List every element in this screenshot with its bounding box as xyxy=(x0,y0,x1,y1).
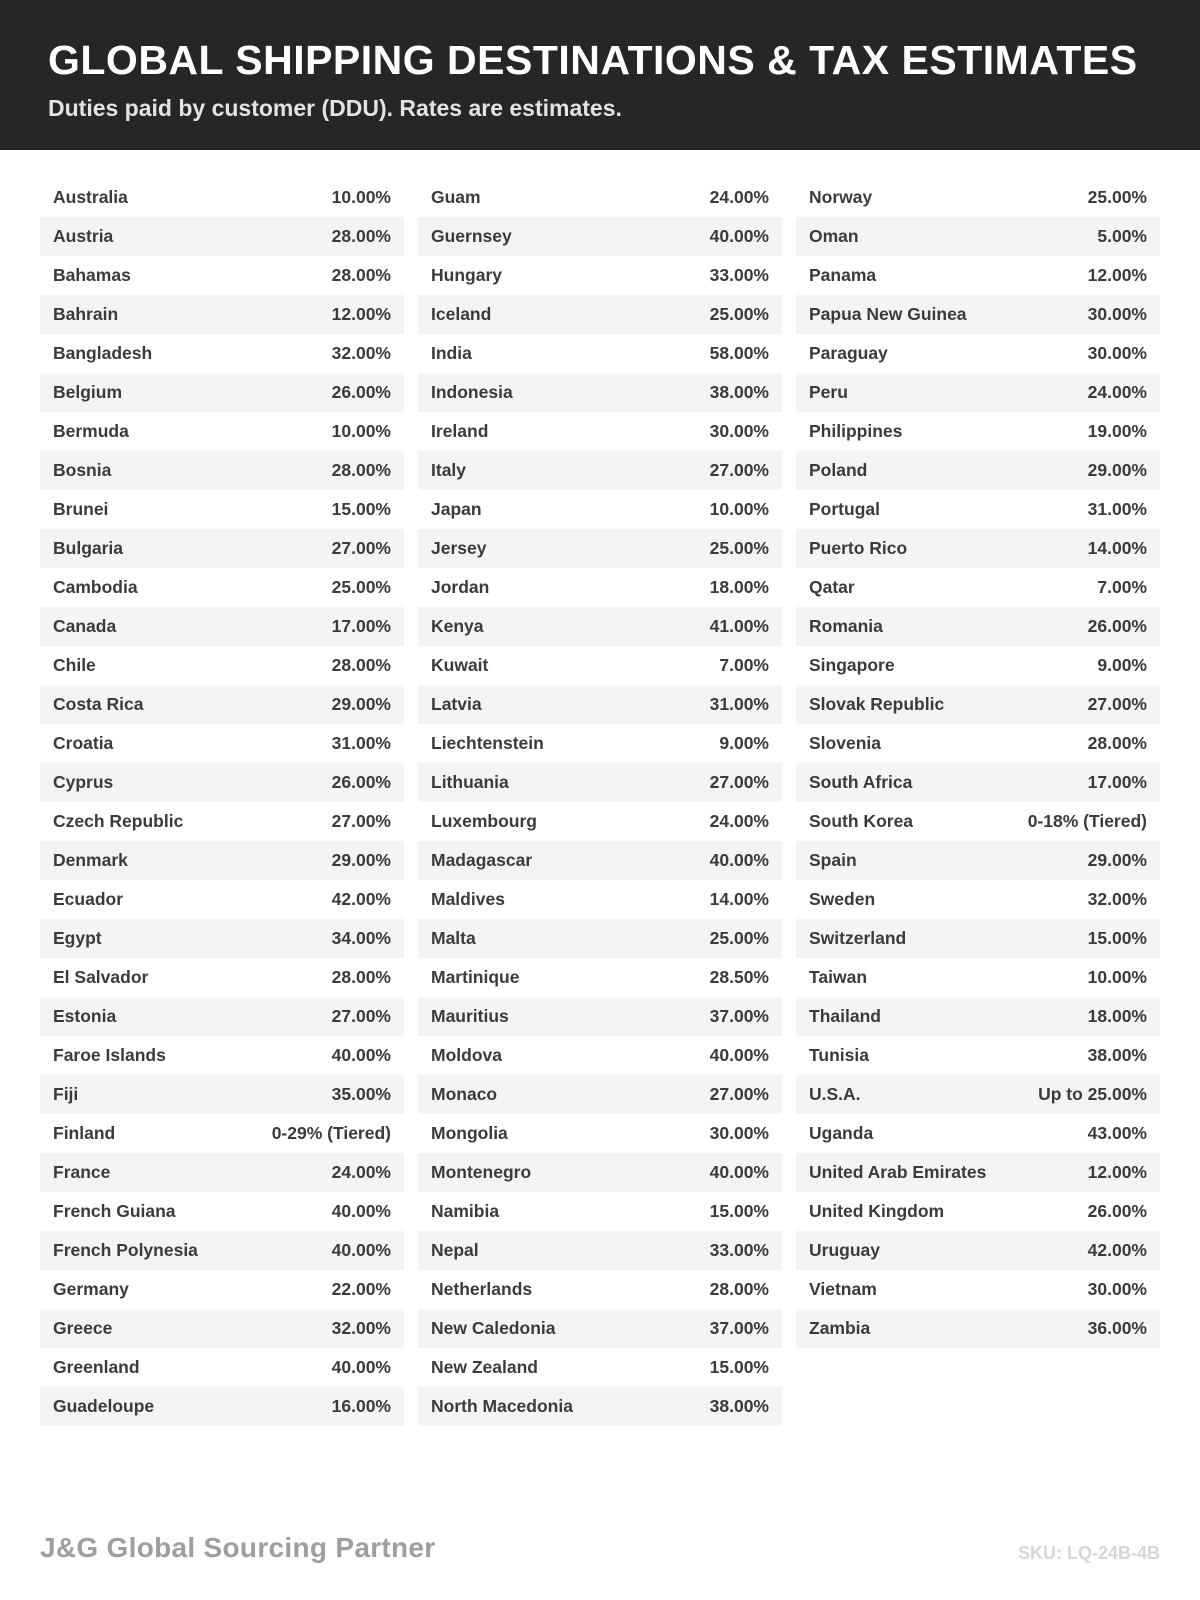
country-name: Moldova xyxy=(431,1045,502,1065)
tax-rate: 31.00% xyxy=(1087,499,1147,519)
tax-rate: 36.00% xyxy=(1087,1318,1147,1338)
tax-rate: 14.00% xyxy=(1087,538,1147,558)
table-row xyxy=(40,490,404,529)
country-name: Paraguay xyxy=(809,343,888,363)
table-row xyxy=(418,1309,782,1348)
table-row xyxy=(418,1231,782,1270)
table-row xyxy=(418,334,782,373)
tax-rate: 28.00% xyxy=(331,265,391,285)
country-name: Zambia xyxy=(809,1318,871,1338)
tax-rate: 18.00% xyxy=(1087,1006,1147,1026)
country-name: El Salvador xyxy=(53,967,149,987)
country-name: French Polynesia xyxy=(53,1240,198,1260)
tax-rate: 12.00% xyxy=(331,304,391,324)
country-name: Philippines xyxy=(809,421,903,441)
tax-rate: 17.00% xyxy=(331,616,391,636)
table-column-3 xyxy=(796,178,1160,1348)
country-name: Bahamas xyxy=(53,265,131,285)
country-name: Greenland xyxy=(53,1357,140,1377)
country-name: Switzerland xyxy=(809,928,907,948)
table-row xyxy=(418,685,782,724)
country-name: Australia xyxy=(53,187,128,207)
tax-rate: 25.00% xyxy=(331,577,391,597)
country-name: Guam xyxy=(431,187,481,207)
country-name: Netherlands xyxy=(431,1279,533,1299)
table-row xyxy=(40,880,404,919)
table-row xyxy=(418,568,782,607)
country-name: South Korea xyxy=(809,811,914,831)
table-row xyxy=(418,1348,782,1387)
table-row xyxy=(418,997,782,1036)
country-name: Bosnia xyxy=(53,460,112,480)
country-name: Japan xyxy=(431,499,482,519)
country-name: Tunisia xyxy=(809,1045,869,1065)
tax-rate: 26.00% xyxy=(1087,616,1147,636)
tax-rate: Up to 25.00% xyxy=(1038,1084,1147,1104)
country-name: Malta xyxy=(431,928,476,948)
country-name: Bulgaria xyxy=(53,538,124,558)
country-name: Uruguay xyxy=(809,1240,880,1260)
table-row xyxy=(418,373,782,412)
table-row xyxy=(40,451,404,490)
tax-rate: 26.00% xyxy=(331,772,391,792)
country-name: U.S.A. xyxy=(809,1084,861,1104)
country-name: Indonesia xyxy=(431,382,513,402)
tax-rate: 42.00% xyxy=(331,889,391,909)
tax-rate: 28.00% xyxy=(1087,733,1147,753)
table-row xyxy=(40,802,404,841)
table-row xyxy=(40,1114,404,1153)
country-name: Vietnam xyxy=(809,1279,877,1299)
tax-rate: 40.00% xyxy=(709,226,769,246)
table-row xyxy=(796,958,1160,997)
table-row xyxy=(796,451,1160,490)
country-name: Ecuador xyxy=(53,889,124,909)
table-row xyxy=(418,412,782,451)
table-row xyxy=(418,802,782,841)
country-name: Italy xyxy=(431,460,467,480)
table-row xyxy=(796,1153,1160,1192)
table-row xyxy=(796,490,1160,529)
table-row xyxy=(40,1309,404,1348)
country-name: Fiji xyxy=(53,1084,79,1104)
country-name: Martinique xyxy=(431,967,520,987)
country-name: Taiwan xyxy=(809,967,868,987)
table-row xyxy=(796,763,1160,802)
country-name: Denmark xyxy=(53,850,128,870)
country-name: Madagascar xyxy=(431,850,533,870)
country-name: Thailand xyxy=(809,1006,881,1026)
table-row xyxy=(796,1192,1160,1231)
tax-rate: 9.00% xyxy=(719,733,769,753)
country-name: Faroe Islands xyxy=(53,1045,166,1065)
table-row xyxy=(418,763,782,802)
table-row xyxy=(418,451,782,490)
table-row xyxy=(40,724,404,763)
country-name: Montenegro xyxy=(431,1162,532,1182)
country-name: Bermuda xyxy=(53,421,129,441)
country-name: Namibia xyxy=(431,1201,500,1221)
tax-rate: 18.00% xyxy=(709,577,769,597)
country-name: Kuwait xyxy=(431,655,489,675)
country-name: Jersey xyxy=(431,538,487,558)
tax-rate: 7.00% xyxy=(719,655,769,675)
tax-rate: 33.00% xyxy=(709,265,769,285)
country-name: Ireland xyxy=(431,421,489,441)
country-name: Kenya xyxy=(431,616,484,636)
table-row xyxy=(796,607,1160,646)
tax-rate: 27.00% xyxy=(709,772,769,792)
table-row xyxy=(796,1231,1160,1270)
table-row xyxy=(418,1036,782,1075)
tax-rate: 22.00% xyxy=(331,1279,391,1299)
country-name: Qatar xyxy=(809,577,855,597)
country-name: Romania xyxy=(809,616,883,636)
table-row xyxy=(418,1153,782,1192)
table-row xyxy=(796,1075,1160,1114)
tax-rate: 34.00% xyxy=(331,928,391,948)
tax-rate: 24.00% xyxy=(1087,382,1147,402)
page-subtitle: Duties paid by customer (DDU). Rates are estimates. xyxy=(48,95,622,122)
country-name: Bahrain xyxy=(53,304,119,324)
table-column-1 xyxy=(40,178,404,1426)
tax-rate: 27.00% xyxy=(331,811,391,831)
table-row xyxy=(40,568,404,607)
table-row xyxy=(796,919,1160,958)
table-row xyxy=(418,1192,782,1231)
table-row xyxy=(796,802,1160,841)
tax-rate: 0-29% (Tiered) xyxy=(271,1123,391,1143)
tax-rate: 29.00% xyxy=(1087,460,1147,480)
tax-rate: 25.00% xyxy=(709,538,769,558)
tax-rate: 30.00% xyxy=(1087,1279,1147,1299)
tax-rate: 42.00% xyxy=(1087,1240,1147,1260)
table-row xyxy=(40,373,404,412)
table-row xyxy=(418,607,782,646)
country-name: North Macedonia xyxy=(431,1396,573,1416)
country-name: New Caledonia xyxy=(431,1318,556,1338)
tax-rate: 28.00% xyxy=(709,1279,769,1299)
tax-rate: 26.00% xyxy=(1087,1201,1147,1221)
table-row xyxy=(418,1075,782,1114)
table-row xyxy=(796,1036,1160,1075)
tax-rate: 40.00% xyxy=(331,1357,391,1377)
tax-rate: 58.00% xyxy=(709,343,769,363)
tax-rate: 31.00% xyxy=(709,694,769,714)
brand-name: J&G Global Sourcing Partner xyxy=(40,1532,436,1563)
tax-rate: 28.50% xyxy=(709,967,769,987)
table-row xyxy=(40,646,404,685)
table-row xyxy=(40,178,404,217)
tax-rate: 32.00% xyxy=(331,1318,391,1338)
country-name: Estonia xyxy=(53,1006,117,1026)
country-name: Mauritius xyxy=(431,1006,509,1026)
tax-rate: 9.00% xyxy=(1097,655,1147,675)
country-name: Portugal xyxy=(809,499,880,519)
tax-rate: 24.00% xyxy=(709,187,769,207)
tax-rate: 40.00% xyxy=(331,1201,391,1221)
tax-rate: 27.00% xyxy=(709,460,769,480)
table-row xyxy=(418,490,782,529)
tax-rate: 12.00% xyxy=(1087,1162,1147,1182)
country-name: Latvia xyxy=(431,694,482,714)
tax-rate: 27.00% xyxy=(1087,694,1147,714)
country-name: Canada xyxy=(53,616,117,636)
tax-rate: 27.00% xyxy=(331,538,391,558)
country-name: Cyprus xyxy=(53,772,114,792)
country-name: Greece xyxy=(53,1318,113,1338)
table-row xyxy=(40,412,404,451)
country-name: Uganda xyxy=(809,1123,874,1143)
tax-rate: 28.00% xyxy=(331,226,391,246)
table-row xyxy=(796,1114,1160,1153)
table-row xyxy=(40,763,404,802)
country-name: Panama xyxy=(809,265,877,285)
table-row xyxy=(418,958,782,997)
tax-table xyxy=(0,150,1200,1426)
country-name: Luxembourg xyxy=(431,811,537,831)
tax-rate: 40.00% xyxy=(331,1240,391,1260)
table-row xyxy=(418,1114,782,1153)
tax-rate: 17.00% xyxy=(1087,772,1147,792)
table-row xyxy=(418,529,782,568)
country-name: Belgium xyxy=(53,382,123,402)
tax-rate: 24.00% xyxy=(331,1162,391,1182)
country-name: South Africa xyxy=(809,772,913,792)
table-row xyxy=(40,685,404,724)
table-row xyxy=(40,841,404,880)
table-row xyxy=(418,880,782,919)
table-row xyxy=(418,919,782,958)
tax-rate: 26.00% xyxy=(331,382,391,402)
tax-rate: 37.00% xyxy=(709,1318,769,1338)
tax-rate: 35.00% xyxy=(331,1084,391,1104)
country-name: Singapore xyxy=(809,655,895,675)
country-name: Spain xyxy=(809,850,857,870)
table-row xyxy=(796,880,1160,919)
country-name: Brunei xyxy=(53,499,109,519)
table-row xyxy=(418,646,782,685)
tax-rate: 32.00% xyxy=(1087,889,1147,909)
table-row xyxy=(418,841,782,880)
tax-rate: 38.00% xyxy=(709,382,769,402)
country-name: Oman xyxy=(809,226,859,246)
country-name: Jordan xyxy=(431,577,490,597)
country-name: Guernsey xyxy=(431,226,512,246)
tax-rate: 16.00% xyxy=(331,1396,391,1416)
table-row xyxy=(796,217,1160,256)
table-row xyxy=(796,529,1160,568)
table-row xyxy=(40,1075,404,1114)
tax-rate: 27.00% xyxy=(331,1006,391,1026)
country-name: Austria xyxy=(53,226,114,246)
country-name: Liechtenstein xyxy=(431,733,544,753)
tax-rate: 27.00% xyxy=(709,1084,769,1104)
table-row xyxy=(40,1348,404,1387)
table-row xyxy=(418,1270,782,1309)
table-row xyxy=(796,178,1160,217)
tax-rate: 38.00% xyxy=(709,1396,769,1416)
tax-rate: 38.00% xyxy=(1087,1045,1147,1065)
tax-rate: 28.00% xyxy=(331,460,391,480)
tax-rate: 40.00% xyxy=(331,1045,391,1065)
tax-rate: 40.00% xyxy=(709,1045,769,1065)
table-row xyxy=(40,1387,404,1426)
country-name: New Zealand xyxy=(431,1357,538,1377)
tax-rate: 28.00% xyxy=(331,655,391,675)
country-name: Bangladesh xyxy=(53,343,153,363)
country-name: Lithuania xyxy=(431,772,509,792)
table-row xyxy=(418,1387,782,1426)
page-footer xyxy=(40,1532,1160,1564)
table-row xyxy=(40,1153,404,1192)
table-row xyxy=(40,607,404,646)
country-name: Chile xyxy=(53,655,96,675)
table-row xyxy=(40,1036,404,1075)
table-row xyxy=(40,958,404,997)
table-row xyxy=(796,334,1160,373)
country-name: Poland xyxy=(809,460,868,480)
country-name: French Guiana xyxy=(53,1201,176,1221)
table-row xyxy=(796,685,1160,724)
country-name: Slovak Republic xyxy=(809,694,945,714)
tax-rate: 40.00% xyxy=(709,850,769,870)
sku-label: SKU: LQ-24B-4B xyxy=(1017,1543,1160,1563)
table-column-2 xyxy=(418,178,782,1426)
tax-rate: 12.00% xyxy=(1087,265,1147,285)
table-row xyxy=(40,334,404,373)
country-name: Iceland xyxy=(431,304,492,324)
tax-rate: 5.00% xyxy=(1097,226,1147,246)
tax-rate: 29.00% xyxy=(1087,850,1147,870)
tax-rate: 0-18% (Tiered) xyxy=(1027,811,1147,831)
tax-rate: 40.00% xyxy=(709,1162,769,1182)
page-header xyxy=(0,0,1200,150)
table-row xyxy=(796,1309,1160,1348)
tax-rate: 41.00% xyxy=(709,616,769,636)
tax-rate: 10.00% xyxy=(709,499,769,519)
table-row xyxy=(418,724,782,763)
country-name: Finland xyxy=(53,1123,116,1143)
country-name: Croatia xyxy=(53,733,114,753)
table-row xyxy=(796,295,1160,334)
tax-rate: 30.00% xyxy=(709,1123,769,1143)
table-row xyxy=(796,646,1160,685)
country-name: Mongolia xyxy=(431,1123,508,1143)
tax-rate: 30.00% xyxy=(1087,343,1147,363)
country-name: United Arab Emirates xyxy=(809,1162,987,1182)
table-row xyxy=(796,1270,1160,1309)
tax-rate: 30.00% xyxy=(709,421,769,441)
country-name: Norway xyxy=(809,187,873,207)
tax-rate: 15.00% xyxy=(331,499,391,519)
country-name: Sweden xyxy=(809,889,876,909)
country-name: Monaco xyxy=(431,1084,498,1104)
table-row xyxy=(40,529,404,568)
country-name: Puerto Rico xyxy=(809,538,908,558)
tax-rate: 31.00% xyxy=(331,733,391,753)
tax-rate: 10.00% xyxy=(331,187,391,207)
tax-rate: 30.00% xyxy=(1087,304,1147,324)
country-name: Hungary xyxy=(431,265,502,285)
country-name: Egypt xyxy=(53,928,102,948)
country-name: Papua New Guinea xyxy=(809,304,967,324)
table-row xyxy=(796,841,1160,880)
table-row xyxy=(418,178,782,217)
table-row xyxy=(40,256,404,295)
table-row xyxy=(796,373,1160,412)
table-row xyxy=(418,217,782,256)
tax-rate: 15.00% xyxy=(1087,928,1147,948)
country-name: Peru xyxy=(809,382,848,402)
tax-rate: 37.00% xyxy=(709,1006,769,1026)
country-name: France xyxy=(53,1162,111,1182)
tax-rate: 10.00% xyxy=(331,421,391,441)
country-name: Czech Republic xyxy=(53,811,184,831)
tax-rate: 43.00% xyxy=(1087,1123,1147,1143)
table-row xyxy=(40,1270,404,1309)
table-row xyxy=(40,1231,404,1270)
country-name: Maldives xyxy=(431,889,505,909)
table-row xyxy=(40,919,404,958)
tax-rate: 25.00% xyxy=(709,928,769,948)
country-name: Guadeloupe xyxy=(53,1396,155,1416)
table-row xyxy=(796,256,1160,295)
country-name: Germany xyxy=(53,1279,129,1299)
country-name: Cambodia xyxy=(53,577,138,597)
tax-rate: 7.00% xyxy=(1097,577,1147,597)
tax-rate: 28.00% xyxy=(331,967,391,987)
tax-rate: 29.00% xyxy=(331,694,391,714)
tax-rate: 33.00% xyxy=(709,1240,769,1260)
tax-rate: 29.00% xyxy=(331,850,391,870)
table-row xyxy=(796,724,1160,763)
tax-rate: 14.00% xyxy=(709,889,769,909)
tax-rate: 24.00% xyxy=(709,811,769,831)
page-title: GLOBAL SHIPPING DESTINATIONS & TAX ESTIMATES xyxy=(48,37,1138,83)
country-name: Slovenia xyxy=(809,733,881,753)
table-row xyxy=(40,217,404,256)
tax-rate: 15.00% xyxy=(709,1201,769,1221)
table-row xyxy=(40,997,404,1036)
country-name: United Kingdom xyxy=(809,1201,945,1221)
table-row xyxy=(796,568,1160,607)
country-name: Nepal xyxy=(431,1240,479,1260)
country-name: Costa Rica xyxy=(53,694,144,714)
tax-rate: 25.00% xyxy=(1087,187,1147,207)
table-row xyxy=(40,295,404,334)
tax-rate: 25.00% xyxy=(709,304,769,324)
tax-rate: 15.00% xyxy=(709,1357,769,1377)
tax-rate: 32.00% xyxy=(331,343,391,363)
table-row xyxy=(418,256,782,295)
table-row xyxy=(418,295,782,334)
tax-rate: 10.00% xyxy=(1087,967,1147,987)
country-name: India xyxy=(431,343,472,363)
table-row xyxy=(796,412,1160,451)
tax-rate: 19.00% xyxy=(1087,421,1147,441)
table-row xyxy=(796,997,1160,1036)
table-row xyxy=(40,1192,404,1231)
